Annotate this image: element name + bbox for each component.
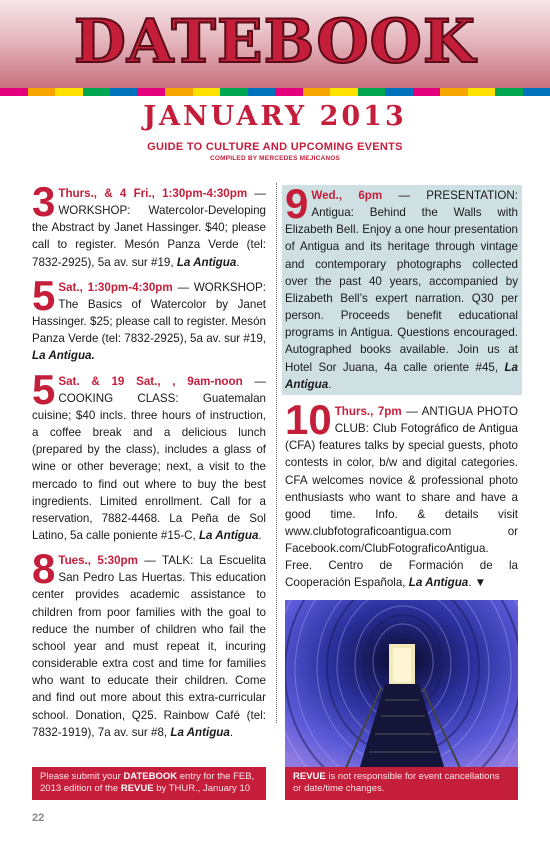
event-end: . — [328, 377, 332, 391]
event-entry — [32, 365, 266, 545]
subtitle: GUIDE TO CULTURE AND UPCOMING EVENTS — [147, 141, 403, 153]
color-stripe — [193, 88, 221, 96]
events-column-left — [32, 178, 266, 749]
color-stripe — [83, 88, 111, 96]
disclaimer-text: is not responsible for event cancellations or date/time changes. — [293, 771, 500, 794]
event-place: La Antigua — [285, 360, 518, 391]
color-stripe — [55, 88, 83, 96]
event-place: La Antigua — [176, 255, 237, 269]
color-stripe-bar — [0, 88, 550, 96]
submission-note-text: Please submit your — [40, 771, 124, 782]
month-title: JANUARY 2013 — [143, 101, 407, 132]
event-day-number: 5 — [32, 271, 56, 319]
color-stripe — [330, 88, 358, 96]
event-place: La Antigua — [198, 528, 259, 542]
color-stripe — [0, 88, 28, 96]
color-stripe — [468, 88, 496, 96]
event-datetime: Wed., 6pm — [311, 189, 383, 202]
color-stripe — [220, 88, 248, 96]
color-stripe — [523, 88, 550, 96]
submission-note-text: entry for the FEB, 2013 edition of the — [40, 771, 255, 794]
color-stripe — [275, 88, 303, 96]
event-description: — ANTIGUA PHOTO CLUB: Club Fotográfico de Antigua (CFA) features talks by special guests, photo contests in color, b/w and digital categories. CFA welcomes novice & professional photo enthusiasts who want to share and have a good time. Info. & details visit www.clubfotograficoantigua.com or Facebook.com/ClubFotograficoAntigua. Free. Centro de Formación de la Cooperación Española, — [285, 404, 518, 590]
event-description: — PRESENTATION: Antigua: Behind the Walls with Elizabeth Bell. Enjoy a one hour presentation of Antigua and its heritage through vintage and contemporary photographs collected over the past 40 years, accompanied by Elizabeth Bell’s expert narration. Q30 per person. Proceeds benefit educational programs in Antigua. Questions encouraged. Autographed books available. Join us at Hotel Sor Juana, 4a calle oriente #45, — [285, 189, 518, 374]
events-column-right — [285, 180, 518, 770]
event-entry — [32, 271, 266, 365]
event-end: . — [258, 528, 262, 542]
disclaimer-revue: REVUE — [293, 771, 326, 782]
event-day-number: 8 — [32, 545, 56, 593]
event-day-number: 10 — [285, 395, 332, 443]
event-datetime: Thurs., & 4 Fri., 1:30pm-4:30pm — [58, 187, 248, 200]
color-stripe — [110, 88, 138, 96]
section-title: DATEBOOK — [73, 7, 477, 77]
color-stripe — [440, 88, 468, 96]
column-divider — [276, 183, 277, 723]
tunnel-photo — [285, 600, 518, 770]
submission-note-revue: REVUE — [120, 783, 154, 794]
event-datetime: Sat. & 19 Sat., , 9am-noon — [58, 374, 243, 388]
event-end: . ▼ — [468, 576, 487, 590]
event-datetime: Thurs., 7pm — [334, 404, 402, 418]
color-stripe — [358, 88, 386, 96]
event-day-number: 9 — [285, 180, 309, 227]
event-datetime: Tues., 5:30pm — [58, 554, 138, 568]
event-entry — [32, 545, 266, 741]
event-description: — WORKSHOP: The Basics of Watercolor by Janet Hassinger. $25; please call to register. Mesón Panza Verde (tel: 7832-2925), 5a av. sur #19, — [32, 280, 266, 346]
event-entry-highlighted — [282, 180, 522, 395]
event-place: La Antigua — [170, 725, 230, 739]
event-day-number: 3 — [32, 178, 56, 225]
color-stripe — [138, 88, 166, 96]
event-place: La Antigua — [408, 576, 469, 590]
event-entry — [285, 395, 518, 592]
event-end: . — [236, 255, 240, 269]
color-stripe — [28, 88, 56, 96]
event-place: La Antigua. — [32, 349, 95, 363]
disclaimer-note — [285, 767, 518, 800]
color-stripe — [413, 88, 441, 96]
event-datetime: Sat., 1:30pm-4:30pm — [58, 280, 173, 294]
event-day-number: 5 — [32, 365, 56, 413]
color-stripe — [165, 88, 193, 96]
event-description: — WORKSHOP: Watercolor-Developing the Abstract by Janet Hassinger. $40; please call to register. Mesón Panza Verde (tel: 7832-2925), 5a av. sur #19, — [32, 187, 266, 269]
color-stripe — [495, 88, 523, 96]
color-stripe — [385, 88, 413, 96]
event-entry — [32, 178, 266, 271]
color-stripe — [303, 88, 331, 96]
event-end: . — [229, 725, 234, 739]
color-stripe — [248, 88, 276, 96]
page-number: 22 — [32, 812, 45, 824]
submission-note-deadline: by THUR., January 10 — [153, 783, 251, 794]
tunnel-photo-image — [285, 600, 518, 770]
header-banner — [0, 0, 550, 88]
event-description: — TALK: La Escuelita San Pedro Las Huertas. This education center provides academic assistance to children from poor families with the goal to reduce the number of children who fail the school year and must repeat it, incuring considerable extra cost and time for families who want to educate their children. Come and find out more about this extra-curricular school. Donation, Q25. Rainbow Café (tel: 7832-1919), 7a av. sur #8, — [32, 554, 266, 739]
submission-note — [32, 767, 266, 800]
submission-note-datebook: DATEBOOK — [123, 771, 178, 782]
compiled-by: COMPILED BY MERCEDES MEJICANOS — [209, 155, 341, 162]
event-description: — COOKING CLASS: Guatemalan cuisine; $40 incls. three hours of instruction, a coffee break and a delicious lunch (prepared by the class), includes a glass of wine or other beverage; next, a visit to the mercado to find out where to buy the best ingredients. Limited enrollment. Call for a reservation, 7882-4468. La Peña de Sol Latino, 5a calle poniente #15-C, — [32, 374, 266, 542]
